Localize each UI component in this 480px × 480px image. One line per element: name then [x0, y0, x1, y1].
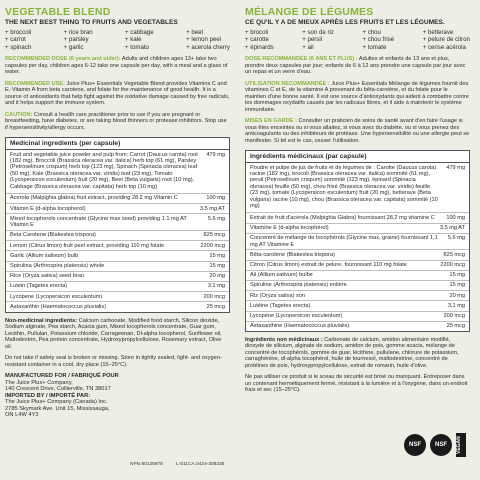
ingredient-name: Mixed tocopherols concentrate (Glycine max seed) providing 1.1 mg AT Vitamin E: [10, 215, 187, 229]
npn-code: NPN 80125978: [130, 462, 163, 467]
ingredient-item: + persil: [302, 36, 323, 44]
lot-code: L-011CA.0424-308235: [176, 462, 225, 467]
nsf-sport-icon: NSF: [430, 434, 452, 456]
ingredient-quantity: 2200 mcg: [440, 262, 465, 268]
ingredient-quantity: 2200 mcg: [200, 242, 225, 249]
ingredient-item: + spinach: [5, 43, 32, 51]
manufacturer-line: 140 Crescent Drive, Collierville, TN 38017: [5, 386, 111, 393]
use-heading-fr: UTILISATION RECOMMANDÉE :: [245, 80, 330, 87]
ingredient-name: Vitamin E (d-alpha tocopherol): [10, 205, 86, 212]
ingredient-quantity: 100 mg: [206, 195, 225, 202]
use-text-fr: Juice Plus+ Essentials Mélange de légumes fournit des vitamines C et E, de la vitamine A provenant du bêta-carotène, et du folate pour le maintien d'une bonne santé. Il est une source d'antioxydants qui aident à combattre contre les dommages oxydatifs causés par les radicaux libres, et il aide à maintenir le système immunitaire.: [245, 80, 469, 113]
ingredient-quantity: 200 mcg: [443, 312, 465, 319]
storage-note-fr: Ne pas utiliser ce produit si le sceau de sécurité est brisé ou manquant. Entreposer dans un contenant hermétiquement fermé, résistant à la lumière et à l'oxygène, dans un endroit frais et sec (15–25°C).: [245, 374, 468, 394]
product-codes: [130, 462, 236, 467]
manufacturer-line: ON L4W 4Y3: [5, 412, 39, 419]
ingredient-quantity: 3.5 mg AT: [199, 205, 225, 212]
ingredient-quantity: 25 mcg: [206, 303, 225, 310]
manufacturer-info: [5, 373, 230, 419]
ingredient-name: Fruit and vegetable juice powder and pulp from: Carrot (Daucus carota) root (182 mg), Broccoli (Brassica oleracea var. italica) herb top (61 mg), Parsley (Petroselinum crispum) herb top (123 mg), Spinach (Spinacia oleracea) leaf (50 mg), Kale (Brassica oleracea var. viridis) leaf (23 mg), Tomato (Lycopersicon esculentum) fruit (20 mg), Beet (Beta vulgaris) root (10 mg), Cabbage (Brassica oleracea var. capitata) herb top (10 mg): [10, 151, 198, 190]
ingredient-quantity: 825 mcg: [443, 251, 465, 258]
ingredient-item: + garlic: [63, 43, 84, 51]
ingredient-list-fr: [245, 29, 470, 51]
ingredient-quantity: 5.6 mg: [207, 215, 225, 222]
ingredient-name: Riz (Oryza sativa) son: [250, 292, 306, 299]
table-row: [246, 213, 469, 223]
table-title: Medicinal ingredients (per capsule): [6, 138, 229, 150]
ingredient-item: + ail: [302, 43, 314, 51]
table-row: [246, 281, 469, 291]
nonmedicinal-heading-fr: Ingrédients non médicinaux :: [245, 336, 323, 343]
ingredient-item: + chou: [362, 29, 381, 36]
product-subtitle-fr: CE QU'IL Y A DE MIEUX APRÈS LES FRUITS ET LES LÉGUMES.: [245, 19, 445, 26]
ingredient-quantity: 3.1 mg: [207, 283, 225, 290]
ingredient-item: + lemon peel: [186, 36, 222, 44]
ingredient-name: Spirulina (Arthrospira platensis) whole: [10, 262, 105, 269]
ingredient-item: + brocoli: [245, 29, 269, 36]
ingredient-quantity: 15 mg: [209, 252, 225, 259]
table-row: [6, 241, 229, 251]
nonmedicinal-section: [5, 318, 230, 351]
ingredient-quantity: 5,6 mg: [447, 235, 465, 242]
ingredient-quantity: 100 mg: [446, 214, 465, 221]
caution-section: [5, 112, 230, 132]
ingredient-quantity: 479 mg: [446, 164, 465, 171]
table-row: [246, 322, 469, 331]
nonmedicinal-text-fr: Carbonate de calcium, amidon alimentaire modifié, dioxyde de silicium, alginate de sodium, amidon de pois, gomme acacia, mélange de concentré de tocophérols, gomme de guar, lécithine, pullulane, chlorure de potassium, carraghénine, dl-alpha tocophérol, huile de tournesol, maltodextrine, concentré de protéines de pois, hydroxypropylcellulose, extrait de romarin, huile d'olive.: [245, 336, 459, 369]
table-row: [246, 224, 469, 234]
use-heading: RECOMMENDED USE:: [5, 80, 65, 87]
storage-note: Do not take if safety seal is broken or missing. Store in tightly sealed, light- and oxygen-resistant container in a cool, dry place (15–25°C).: [5, 355, 222, 368]
table-row: [6, 231, 229, 241]
table-row: [6, 292, 229, 302]
table-row: [246, 291, 469, 301]
ingredient-name: Lemon (Citrus limon) fruit peel extract, providing 110 mg folate: [10, 242, 165, 249]
ingredient-item: + carotte: [245, 36, 269, 44]
dose-heading-fr: DOSE RECOMMANDÉE (6 ANS ET PLUS) :: [245, 56, 358, 63]
ingredient-name: Spiruline (Arthrospira platensis) entière: [250, 282, 347, 289]
ingredient-item: + kale: [125, 36, 142, 44]
ingredient-name: Beta Carotene (Blakeslea trispora): [10, 232, 96, 239]
ingredient-name: Garlic (Allium sativum) bulb: [10, 252, 79, 259]
caution-heading: CAUTION:: [5, 111, 33, 118]
ingredient-item: + pelure de citron: [422, 36, 470, 44]
ingredient-quantity: 25 mcg: [446, 323, 465, 330]
ingredient-name: Poudre et pulpe de jus de fruits et de légumes de : Carotte (Daucus carota) racine (182 mg), brocoli (Brassica oleracea var. italica) sommité (61 mg), persil (Petroselinum crispum) sommité (123 mg), épinard (Spinacia oleracea) feuille (50 mg), chou frisé (Brassica oleracea var. viridis) feuille (23 mg), tomate (Lycopersicon esculentum) fruit (20 mg), betterave (Beta vulgaris) racine (10 mg), chou (Brassica oleracea var. capitata) sommité (10 mg): [250, 164, 438, 210]
manufacturer-line: The Juice Plus+ Company,: [5, 379, 73, 386]
caution-text-fr: Consulter un praticien de soins de santé avant d'en faire l'usage si vous êtes enceintes ou si vous allaitez, si vous avez du diabète, ou si vous prenez des anticoagulants ou des inhibiteurs de protéase. Une hypersensibilité ou une allergie peut se manifester. Si tel est le cas, cesser l'utilisation.: [245, 118, 470, 144]
ingredient-item: + son de riz: [302, 29, 334, 36]
table-row: [6, 204, 229, 214]
dose-heading: RECOMMENDED DOSE (6 years and older):: [5, 56, 121, 63]
ingredient-name: Rice (Oryza sativa) seed bran: [10, 273, 84, 280]
table-row: [6, 214, 229, 231]
ingredient-item: + tomato: [125, 43, 149, 51]
ingredient-quantity: 825 mcg: [203, 232, 225, 239]
medicinal-table-fr: [245, 150, 470, 332]
caution-text: Consult a health care practitioner prior to use if you are pregnant or breastfeeding, have diabetes, or are taking blood thinners or protease inhibitors. Stop use if hypersensitivity/allergy occurs.: [5, 111, 227, 131]
ingredient-quantity: 15 mg: [209, 262, 225, 269]
ingredient-name: Citron (Citrus limon) extrait de pelure, fournissant 110 mg folate: [250, 262, 407, 268]
dose-section-fr: [245, 56, 470, 76]
table-row: [246, 301, 469, 311]
manufacturer-line: MANUFACTURED FOR / FABRIQUÉ POUR: [5, 373, 119, 380]
ingredient-name: Astaxanthin (Haematococcus pluvialis): [10, 303, 107, 310]
caution-section-fr: [245, 118, 470, 144]
table-row: [246, 312, 469, 322]
ingredient-list: [5, 29, 230, 51]
ingredient-item: + épinards: [245, 43, 274, 51]
french-column: [245, 6, 470, 394]
medicinal-table: [5, 137, 230, 312]
nonmedicinal-section-fr: [245, 337, 470, 370]
table-row: [6, 150, 229, 194]
ingredient-item: + cabbage: [125, 29, 154, 36]
ingredient-name: Lutein (Tagetes erecta): [10, 283, 68, 290]
table-row: [246, 271, 469, 281]
product-title-fr: MÉLANGE DE LÉGUMES: [245, 6, 374, 18]
ingredient-quantity: 15 mg: [449, 272, 465, 279]
dose-section: [5, 56, 230, 76]
manufacturer-line: 2785 Skymark Ave. Unit 15, Mississauga,: [5, 405, 110, 412]
ingredient-name: Bêta-carotène (Blakeslea trispora): [250, 251, 335, 258]
ingredient-name: Ail (Allium sativum) bulbe: [250, 272, 313, 279]
table-row: [6, 282, 229, 292]
ingredient-quantity: 200 mcg: [203, 293, 225, 300]
ingredient-name: Astaxanthine (Haematococcus pluvialis): [250, 323, 350, 330]
dose-text: Adults and children ages 13+ take two capsules per day, children ages 6-12 take one capsule per day, with a meal and a glass of water.: [5, 56, 228, 76]
ingredient-item: + rice bran: [63, 29, 93, 36]
table-row: [6, 262, 229, 272]
use-section-fr: [245, 81, 470, 114]
ingredient-item: + tomate: [362, 43, 387, 51]
ingredient-name: Vitamine E (d-alpha tocophérol): [250, 225, 329, 232]
table-row: [246, 261, 469, 271]
caution-heading-fr: MISES EN GARDE :: [245, 118, 297, 125]
nonmedicinal-heading: Non-medicinal ingredients:: [5, 317, 78, 324]
ingredient-item: + broccoli: [5, 29, 32, 36]
ingredient-quantity: 15 mg: [449, 282, 465, 289]
ingredient-quantity: 20 mg: [449, 292, 465, 299]
table-row: [6, 272, 229, 282]
ingredient-item: + chou frisé: [362, 36, 395, 44]
ingredient-name: Lutéine (Tagetes erecta): [250, 302, 311, 309]
product-title: VEGETABLE BLEND: [5, 6, 111, 18]
vegan-icon: VEGAN: [456, 433, 466, 457]
table-row: [246, 250, 469, 260]
dose-text-fr: Adultes et enfants de 13 ans et plus, prendre deux capsules par jour; enfants de 6 à 12 ans prendre une capsule par jour avec un repas et un verre d'eau.: [245, 56, 466, 76]
use-section: [5, 81, 230, 107]
table-row: [246, 234, 469, 251]
table-row: [6, 194, 229, 204]
ingredient-item: + cerise acérola: [422, 43, 466, 51]
ingredient-quantity: 20 mg: [209, 273, 225, 280]
manufacturer-line: The Juice Plus+ Company (Canada) Inc.: [5, 399, 108, 406]
ingredient-name: Lycopene (Lycopersicon esculentum): [10, 293, 103, 300]
ingredient-quantity: 3,5 mg AT: [439, 225, 465, 232]
nonmedicinal-text: Calcium carbonate, Modified food starch, Silicon dioxide, Sodium alginate, Pea starch, Acacia gum, Mixed tocopherols concentrate, Guar gum, Lecithin, Pullulan, Potassium chloride, Carrageenan, Dl-alpha tocopherol, Sunflower oil, Maltodextrin, Pea protein concentrate, Hydroxypropylcellulose, Rosemary extract, Olive oil.: [5, 317, 222, 350]
ingredient-item: + carrot: [5, 36, 26, 44]
product-subtitle: THE NEXT BEST THING TO FRUITS AND VEGETABLES: [5, 19, 178, 26]
table-row: [6, 302, 229, 311]
ingredient-name: Lycopène (Lycopersicon esculentum): [250, 312, 343, 319]
ingredient-item: + acerola cherry: [186, 43, 230, 51]
ingredient-quantity: 479 mg: [206, 151, 225, 158]
nsf-certified-icon: NSF: [404, 434, 426, 456]
ingredient-item: + parsley: [63, 36, 89, 44]
table-row: [246, 163, 469, 213]
table-row: [6, 251, 229, 261]
ingredient-item: + betterave: [422, 29, 454, 36]
table-title-fr: Ingrédients médicinaux (par capsule): [246, 151, 469, 163]
english-column: [5, 6, 230, 419]
ingredient-quantity: 3,1 mg: [447, 302, 465, 309]
ingredient-item: + beet: [186, 29, 204, 36]
certification-logos: [404, 433, 466, 457]
use-text: Juice Plus+ Essentials Vegetable Blend provides Vitamins C and E. Vitamin A from beta carotene, and folate for the maintenance of good health. It is a source of antioxidants that help fight against the oxidative damage caused by free radicals, and it helps support the immune system.: [5, 80, 230, 107]
ingredient-name: Extrait de fruit d'acérola (Malpighia Glabra) fournissant 28,2 mg vitamine C: [250, 214, 435, 221]
ingredient-name: Concentré de mélange de tocophérols (Glycine max, graine) fournissant 1,1 mg AT Vitamine E: [250, 235, 438, 248]
manufacturer-line: IMPORTED BY / IMPORTÉ PAR:: [5, 392, 91, 399]
ingredient-name: Acerola (Malpighia glabra) fruit extract, providing 28.2 mg Vitamin C: [10, 195, 178, 202]
